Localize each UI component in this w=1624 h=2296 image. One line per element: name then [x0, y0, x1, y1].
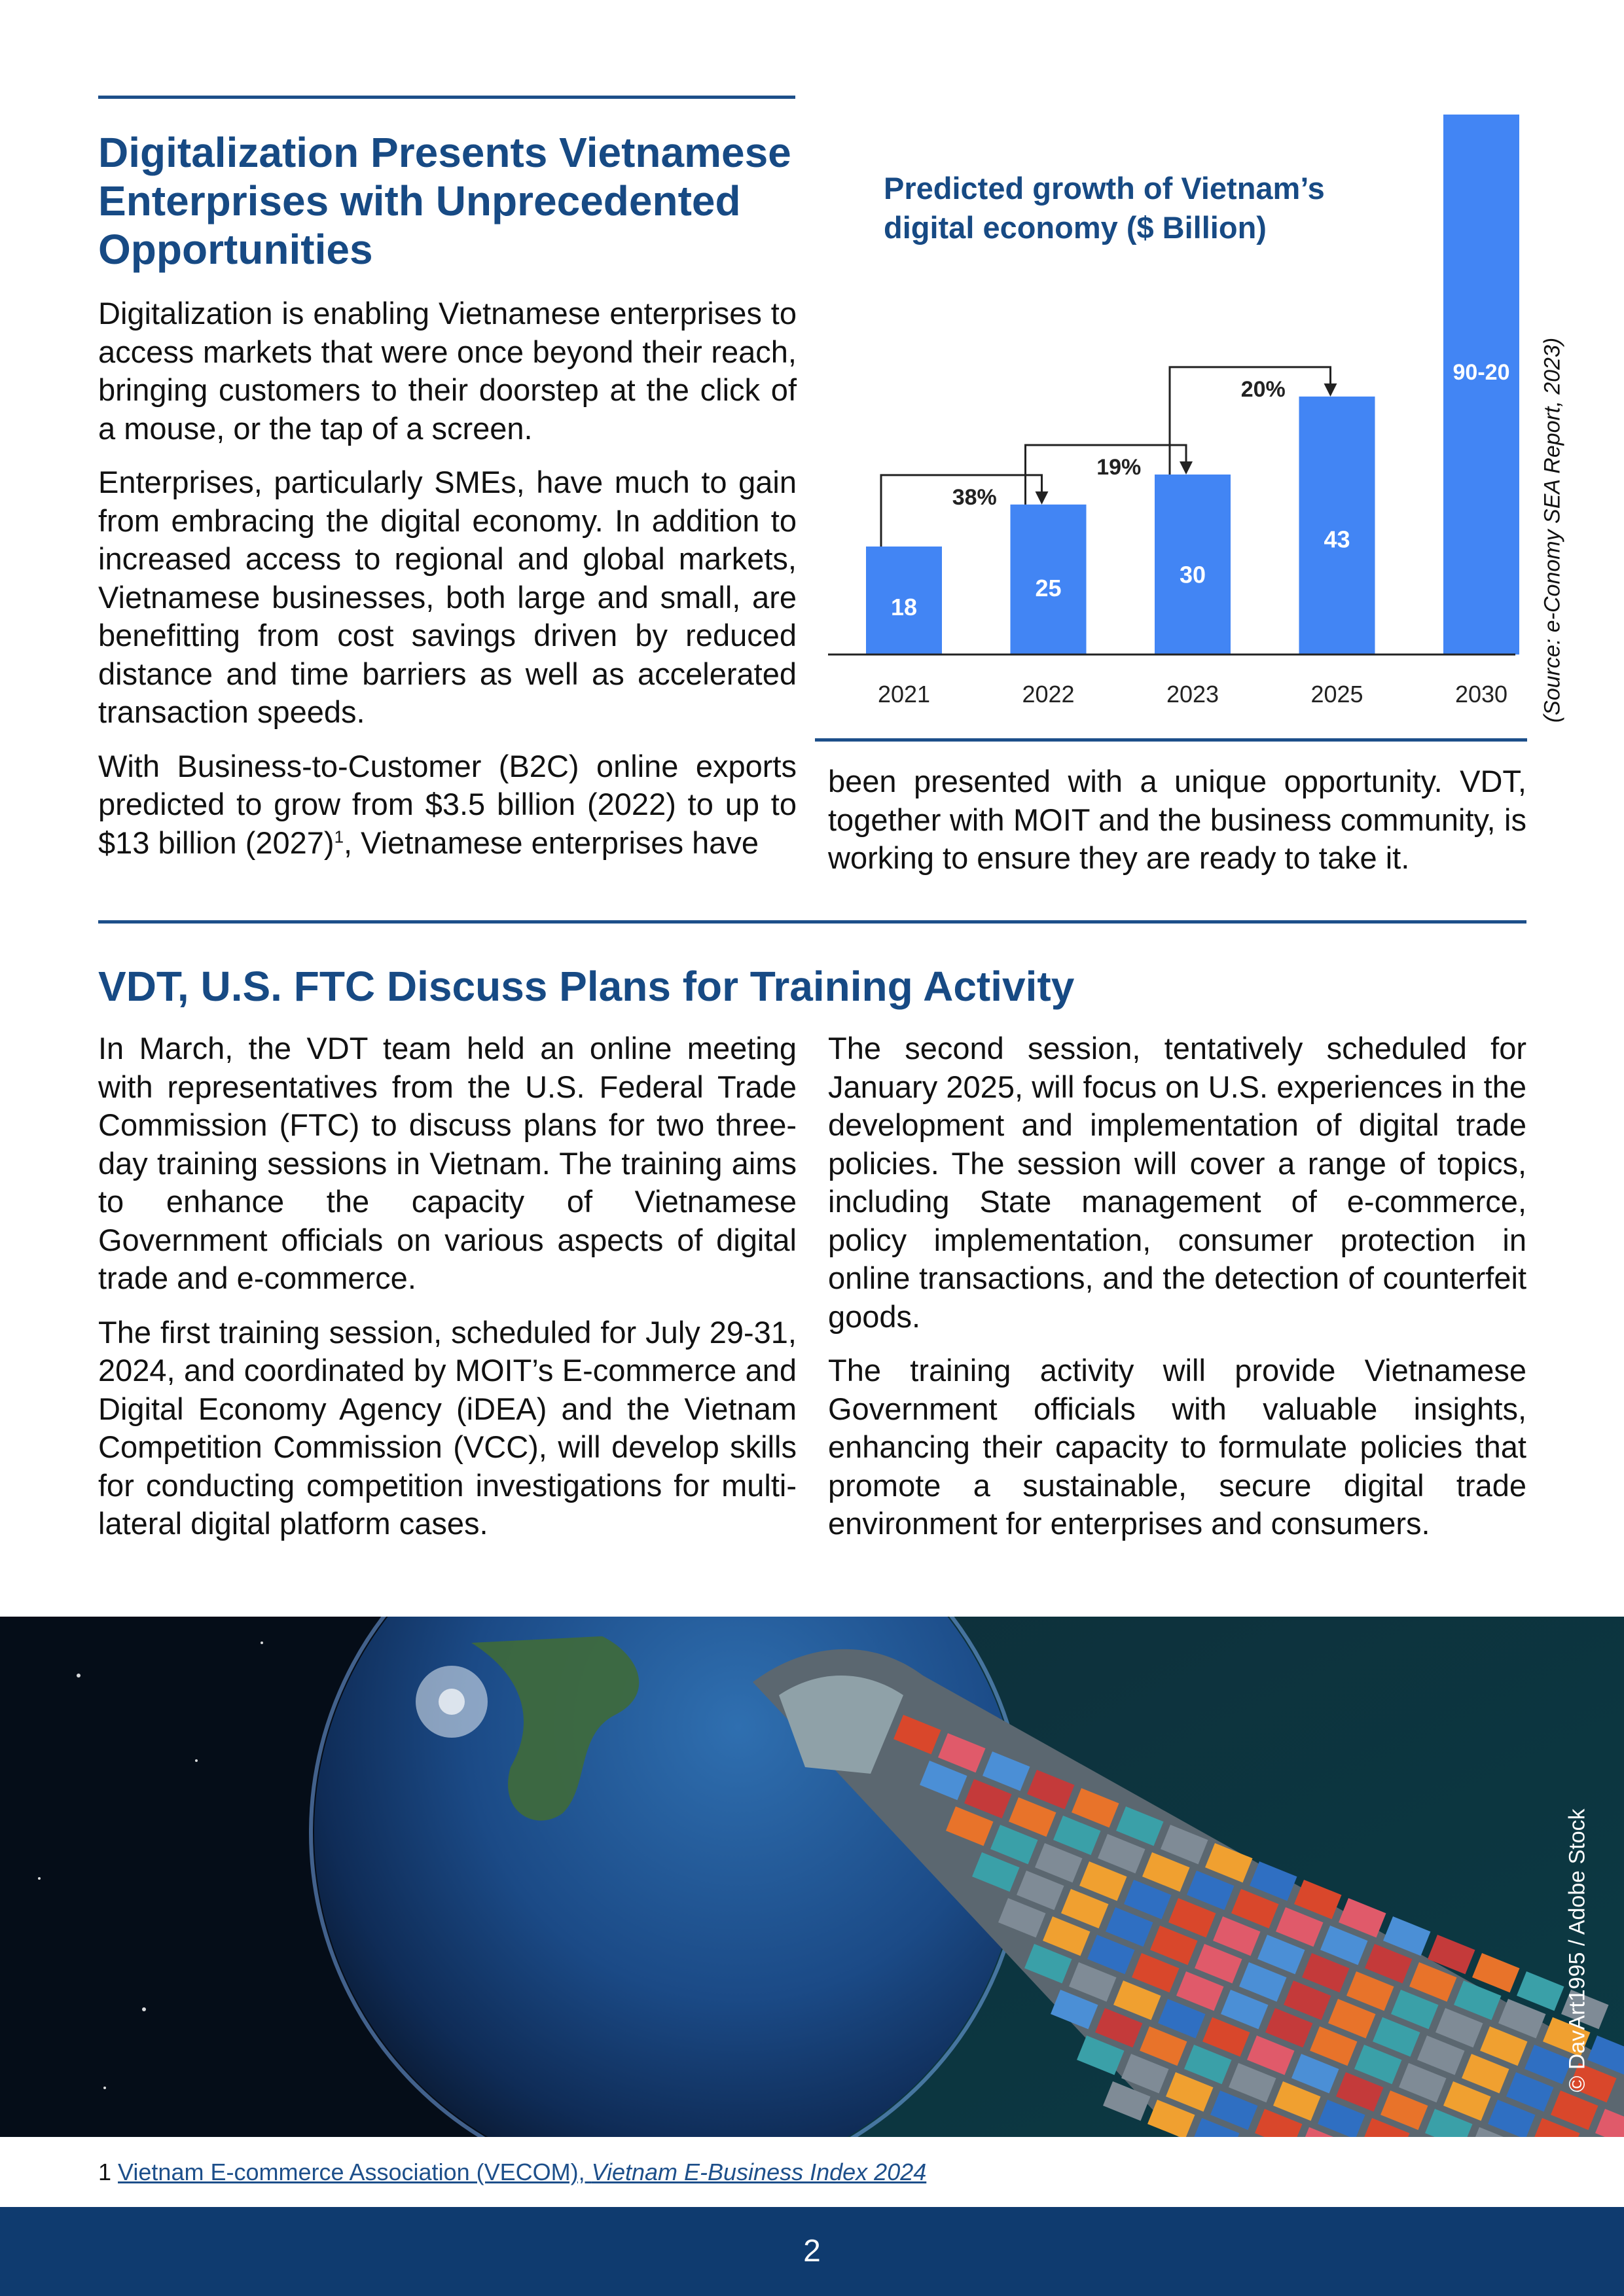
chart-value-label: 25	[1035, 574, 1062, 601]
top-rule	[98, 96, 795, 99]
chart-bottom-rule	[815, 738, 1527, 742]
photo-credit	[1558, 1780, 1597, 2121]
paragraph: been presented with a unique opportunity. VDT, together with MOIT and the business community, is working to ensure they are ready to take it.	[828, 764, 1526, 875]
article-body-left	[98, 1030, 797, 1559]
paragraph: Enterprises, particularly SMEs, have much to gain from embracing the digital economy. In addition to increased access to regional and global markets, Vietnamese businesses, both large and small, are benefitting from cost savings driven by reduced distance and time barriers as well as accelerated transaction speeds.	[98, 465, 797, 729]
paragraph: Digitalization is enabling Vietnamese enterprises to access markets that were once beyond their reach, bringing customers to their doorstep at the click of a mouse, or the tap of a screen.	[98, 296, 797, 446]
chart-value-label: 30	[1179, 561, 1206, 588]
footnote-number: 1	[98, 2159, 112, 2185]
growth-chart	[815, 105, 1535, 720]
footnote-link-title: Vietnam E-Business Index 2024	[591, 2159, 927, 2185]
footer-bar	[0, 2207, 1624, 2296]
growth-arrowhead	[1036, 492, 1049, 505]
hero-photo	[0, 1617, 1624, 2137]
photo-credit-text: © DavArt1995 / Adobe Stock	[1564, 1808, 1590, 2092]
paragraph-text: With Business-to-Customer (B2C) online exports predicted to grow from $3.5 billion (2022) to up to $13 billion (2027)	[98, 748, 797, 860]
chart-value-label: 18	[890, 593, 918, 620]
section-divider	[98, 920, 1526, 924]
article-title: Digitalization Presents Vietnamese Enterprises with Unprecedented Opportunities	[98, 129, 791, 273]
footnote-link-text: Vietnam E-commerce Association (VECOM),	[118, 2159, 592, 2185]
page-number: 2	[803, 2234, 821, 2269]
paragraph: The first training session, scheduled for July 29-31, 2024, and coordinated by MOIT’s E-commerce and Digital Economy Agency (iDEA) and the Vietnam Competition Commission (VCC), will develop skills for conducting competition investigations for multi-lateral digital platform cases.	[98, 1314, 797, 1541]
growth-arrowhead	[1180, 461, 1193, 475]
paragraph-text: , Vietnamese enterprises have	[344, 825, 759, 860]
paragraph: The second session, tentatively scheduled for January 2025, will focus on U.S. experiences in the development and implementation of digital trade policies. The session will cover a range of topics, including State management of e-commerce, policy implementation, consumer protection in online transactions, and the detection of counterfeit goods.	[828, 1031, 1526, 1334]
footnote-reference: 1	[334, 826, 344, 846]
chart-value-label: 90-20	[1453, 360, 1510, 385]
article-body-right	[828, 762, 1526, 893]
chart-title: Predicted growth of Vietnam’s digital economy ($ Billion)	[884, 171, 1325, 245]
chart-x-tick-label: 2023	[1166, 681, 1219, 708]
growth-percent-label: 38%	[952, 484, 997, 510]
paragraph: In March, the VDT team held an online meeting with representatives from the U.S. Federal Trade Commission (FTC) to discuss plans for two three-day training sessions in Vietnam. The training aims to enhance the capacity of Vietnamese Government officials on various aspects of digital trade and e-commerce.	[98, 1031, 797, 1295]
chart-x-tick-label: 2030	[1454, 681, 1508, 708]
growth-arrowhead	[1324, 384, 1337, 397]
footnote-link[interactable]	[118, 2159, 926, 2185]
chart-source	[1533, 314, 1572, 746]
growth-percent-label: 20%	[1240, 376, 1286, 402]
footnote	[98, 2159, 926, 2186]
paragraph	[98, 747, 797, 863]
paragraph: The training activity will provide Vietnamese Government officials with valuable insights, enhancing their capacity to formulate policies that promote a sustainable, secure digital trade environment for enterprises and consumers.	[828, 1353, 1526, 1541]
earth-and-ship-illustration	[0, 1617, 1624, 2137]
article-body-left	[98, 295, 797, 878]
chart-x-tick-label: 2025	[1310, 681, 1363, 708]
chart-x-tick-label: 2022	[1022, 681, 1075, 708]
chart-source-text: (Source: e-Conomy SEA Report, 2023)	[1540, 337, 1565, 723]
article-title: VDT, U.S. FTC Discuss Plans for Training Activity	[98, 963, 1075, 1010]
chart-value-label: 43	[1324, 526, 1350, 553]
chart-x-tick-label: 2021	[877, 681, 931, 708]
article-body-right	[828, 1030, 1526, 1559]
growth-percent-label: 19%	[1096, 455, 1142, 480]
